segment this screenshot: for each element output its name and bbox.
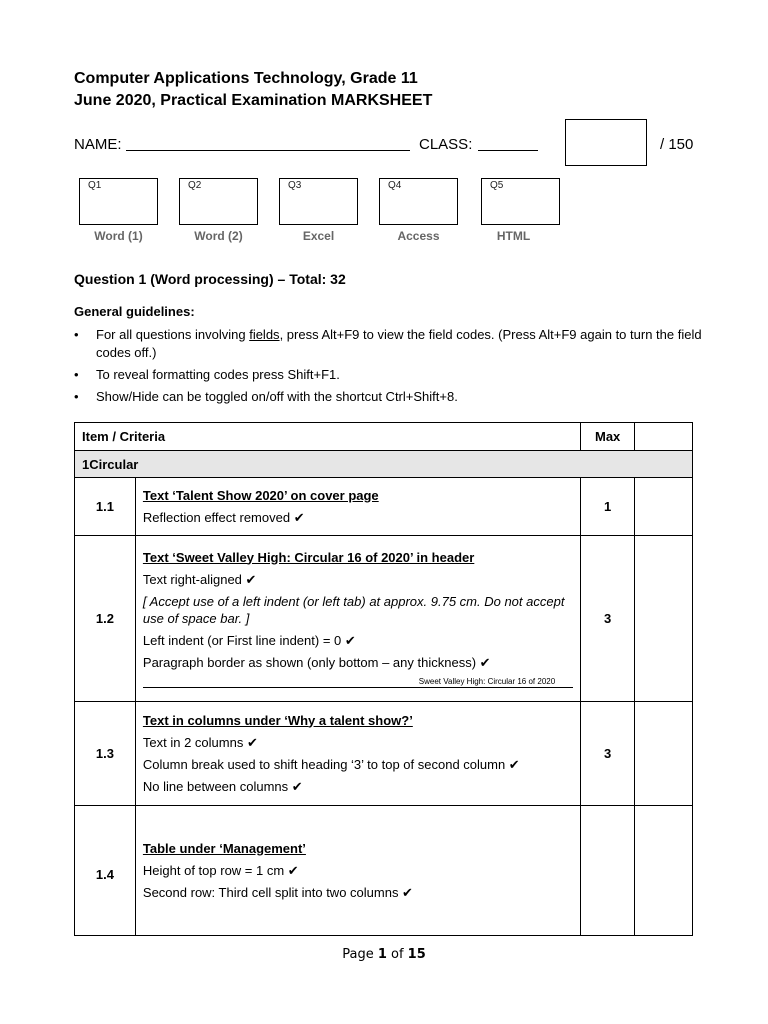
question-box-number: Q5	[490, 180, 504, 191]
question-box-q3	[279, 178, 358, 225]
question-box-number: Q1	[88, 180, 102, 191]
class-label: CLASS:	[419, 136, 473, 153]
header-max: Max	[581, 423, 635, 451]
question-box-label: Word (2)	[194, 229, 243, 243]
guidelines-heading: General guidelines:	[74, 304, 195, 319]
section-title: 1Circular	[75, 451, 693, 478]
criteria-line: Reflection effect removed ✔	[142, 509, 305, 525]
question-box-label: HTML	[496, 229, 531, 243]
page-of: of	[386, 947, 408, 962]
question-box-number: Q3	[288, 180, 302, 191]
guideline-item: • To reveal formatting codes press Shift+F1.	[74, 366, 704, 384]
criteria-title: Text in columns under ‘Why a talent show?’	[142, 712, 413, 728]
criteria-line: Text in 2 columns ✔	[142, 734, 258, 750]
mark-cell	[635, 702, 693, 806]
table-row	[75, 806, 693, 936]
table-header-row	[75, 423, 693, 451]
criteria-title: Table under ‘Management’	[142, 840, 306, 856]
criteria-line: Column break used to shift heading ‘3’ to top of second column ✔	[142, 756, 520, 772]
page-number: 1	[377, 947, 387, 962]
criteria-title: Text ‘Sweet Valley High: Circular 16 of 2020’ in header	[142, 549, 475, 565]
guideline-item	[74, 326, 704, 362]
criteria-title: Text ‘Talent Show 2020’ on cover page	[142, 487, 379, 503]
name-label: NAME:	[74, 136, 122, 153]
criteria-line: Height of top row = 1 cm ✔	[142, 862, 299, 878]
question-box-q1	[79, 178, 158, 225]
criteria-line: Paragraph border as shown (only bottom – any thickness) ✔	[142, 654, 491, 670]
mark-cell	[635, 478, 693, 536]
criteria-cell	[135, 702, 580, 806]
header-sample-image: Sweet Valley High: Circular 16 of 2020	[143, 677, 573, 688]
question-box-label: Word (1)	[94, 229, 143, 243]
criteria-line: Second row: Third cell split into two columns ✔	[142, 884, 413, 900]
criteria-table	[74, 422, 693, 936]
item-number: 1.3	[75, 702, 136, 806]
question-box-number: Q2	[188, 180, 202, 191]
mark-cell	[635, 536, 693, 702]
question-heading: Question 1 (Word processing) – Total: 32	[74, 271, 346, 287]
guidelines-list	[74, 326, 704, 410]
page-footer	[0, 947, 768, 962]
class-field-line	[478, 150, 538, 151]
total-score-box	[565, 119, 647, 166]
question-box-label: Excel	[302, 229, 335, 243]
table-row	[75, 702, 693, 806]
table-row	[75, 536, 693, 702]
table-row	[75, 478, 693, 536]
criteria-note: [ Accept use of a left indent (or left tab) at approx. 9.75 cm. Do not accept use of space bar. ]	[142, 593, 565, 626]
name-field-line	[126, 150, 410, 151]
max-marks: 3	[581, 702, 635, 806]
document-title-line1: Computer Applications Technology, Grade 11	[74, 70, 418, 87]
total-out-of-label: / 150	[660, 136, 694, 153]
header-mark-cell	[635, 423, 693, 451]
guideline-item: • Show/Hide can be toggled on/off with the shortcut Ctrl+Shift+8.	[74, 388, 704, 406]
item-number: 1.1	[75, 478, 136, 536]
item-number: 1.4	[75, 806, 136, 936]
question-box-q5	[481, 178, 560, 225]
max-marks: 1	[581, 478, 635, 536]
criteria-line: No line between columns ✔	[142, 778, 303, 794]
criteria-cell	[135, 536, 580, 702]
header-item-criteria: Item / Criteria	[75, 423, 581, 451]
item-number: 1.2	[75, 536, 136, 702]
criteria-cell	[135, 806, 580, 936]
page-prefix: Page	[342, 947, 378, 962]
guideline-text: For all questions involving	[96, 327, 250, 342]
criteria-cell	[135, 478, 580, 536]
criteria-line: Left indent (or First line indent) = 0 ✔	[142, 632, 356, 648]
question-box-number: Q4	[388, 180, 402, 191]
guideline-fields-term: fields	[249, 327, 280, 342]
question-box-q2	[179, 178, 258, 225]
section-row	[75, 451, 693, 478]
max-marks	[581, 806, 635, 936]
document-title-line2: June 2020, Practical Examination MARKSHEET	[74, 92, 433, 109]
criteria-line: Text right-aligned ✔	[142, 571, 257, 587]
guideline-text: , press Alt+F9 to view the field codes. (Press Alt+F9 again to turn the field codes off.)	[96, 327, 702, 360]
mark-cell	[635, 806, 693, 936]
question-box-q4	[379, 178, 458, 225]
max-marks: 3	[581, 536, 635, 702]
question-box-label: Access	[397, 229, 440, 243]
page-total: 15	[407, 947, 426, 962]
